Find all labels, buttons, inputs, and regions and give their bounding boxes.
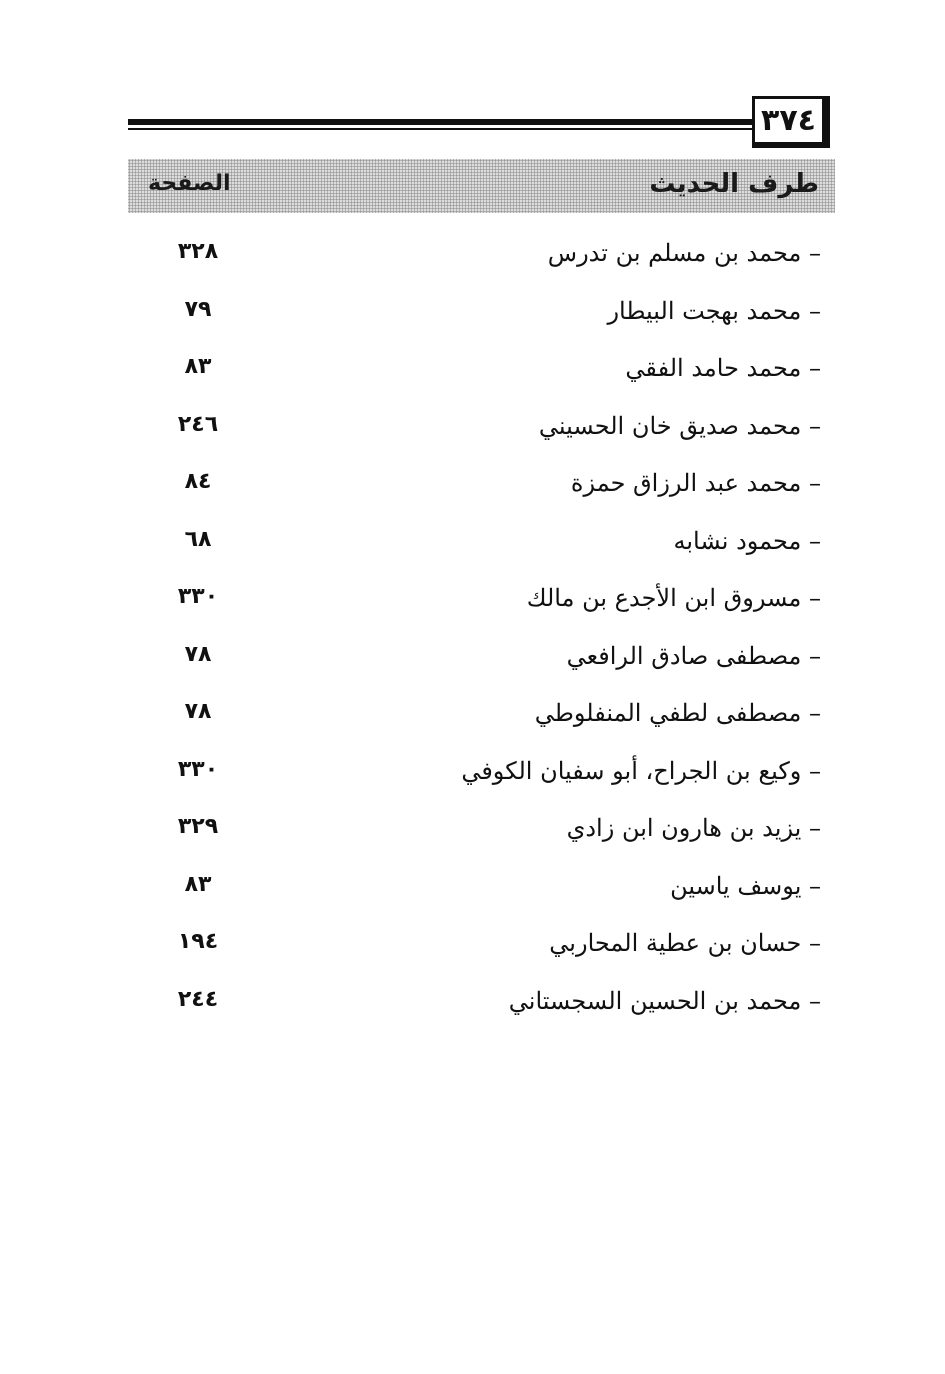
entry-page: ٢٤٦ [177,411,219,437]
index-entry [128,227,835,285]
entry-name: – محمد بن الحسين السجستاني [508,986,821,1015]
index-entry [128,400,835,458]
entry-page: ٨٤ [184,469,212,494]
entry-name: – مصطفى لطفي المنفلوطي [534,699,821,727]
entry-name: – محمد بن مسلم بن تدرس [547,239,821,267]
entry-name: – محمد صديق خان الحسيني [538,411,821,440]
entry-name: – وكيع بن الجراح، أبو سفيان الكوفي [461,756,821,785]
entry-page: ٧٨ [184,641,212,667]
entry-page: ٣٣٠ [177,756,219,782]
entry-page: ٧٨ [184,699,212,724]
entry-name: – محمود نشابه [673,526,821,555]
index-list [128,227,835,1032]
page-number [752,96,830,148]
entry-page: ٦٨ [184,526,212,552]
entry-name: – يزيد بن هارون ابن زادي [566,814,821,842]
entry-name: – محمد بهجت البيطار [607,296,821,325]
entry-name: – محمد حامد الفقي [625,354,821,382]
index-entry [128,860,835,918]
index-entry [128,802,835,860]
header-rule [128,119,752,130]
entry-name: – يوسف ياسين [670,871,821,900]
entry-page: ٨٣ [184,871,212,897]
column-header-title: طرف الحديث [649,169,819,199]
page-number-text: ٣٧٤ [761,103,816,138]
header-rule-thin [128,128,752,130]
index-entry [128,630,835,688]
table-header [128,159,835,213]
header-rule-thick [128,119,752,125]
index-entry [128,285,835,343]
entry-name: – حسان بن عطية المحاربي [549,929,821,957]
entry-page: ٢٤٤ [177,986,219,1012]
entry-page: ٧٩ [184,296,212,322]
entry-page: ٨٣ [184,354,212,379]
index-entry [128,917,835,975]
entry-page: ٣٢٨ [177,239,219,264]
entry-name: – محمد عبد الرزاق حمزة [570,469,821,497]
entry-page: ٣٢٩ [177,814,219,839]
index-entry [128,975,835,1033]
index-entry [128,687,835,745]
entry-name: – مصطفى صادق الرافعي [566,641,821,670]
index-entry [128,515,835,573]
index-entry [128,745,835,803]
column-header-page: الصفحة [148,171,231,196]
entry-page: ١٩٤ [177,929,219,954]
entry-name: – مسروق ابن الأجدع بن مالك [526,584,821,612]
index-entry [128,342,835,400]
entry-page: ٣٣٠ [177,584,219,609]
index-entry [128,572,835,630]
index-entry [128,457,835,515]
